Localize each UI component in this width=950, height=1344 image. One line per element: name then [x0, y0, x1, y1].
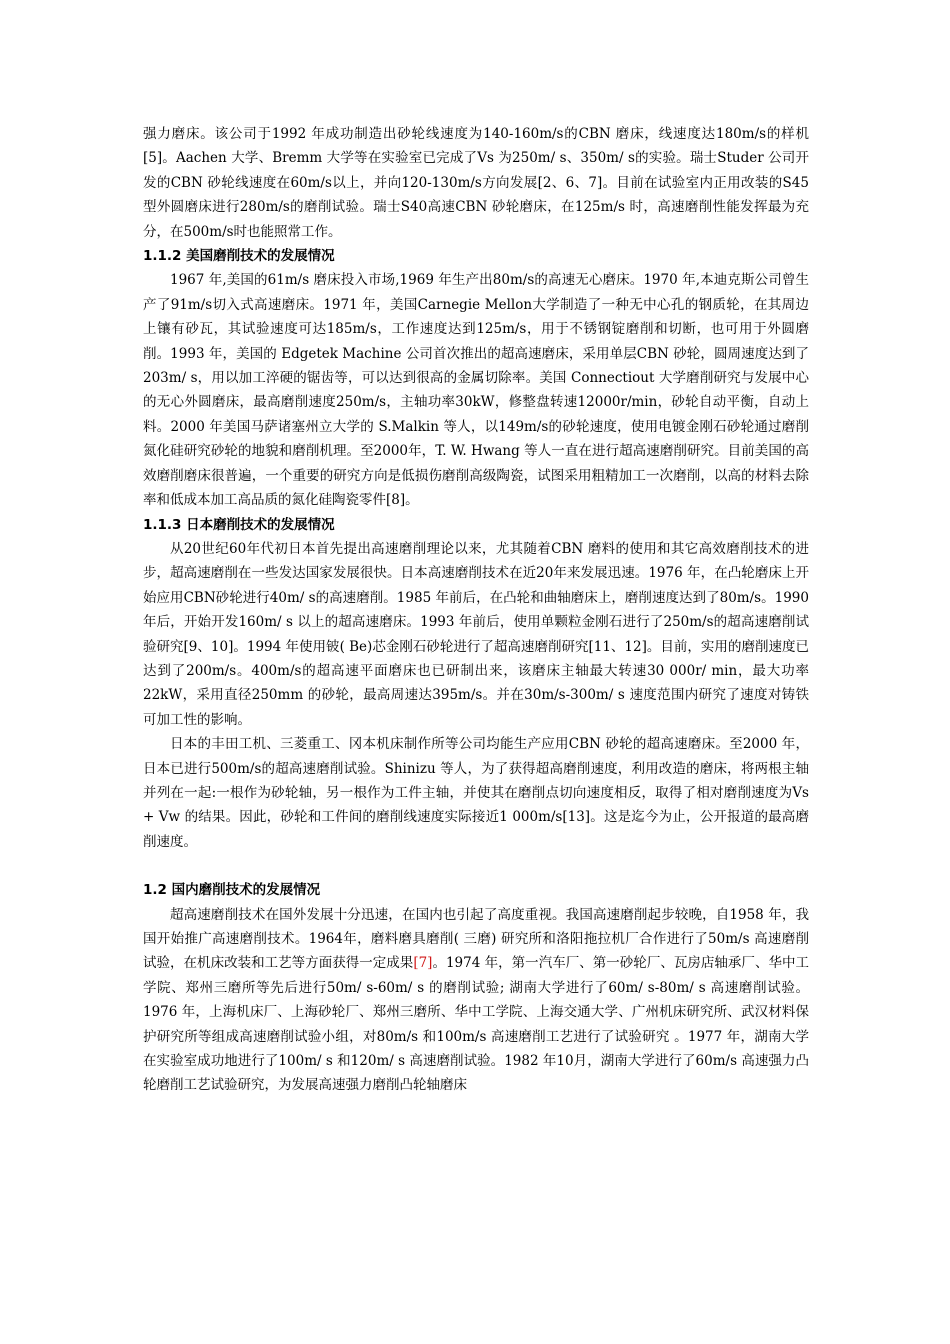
paragraph-china-part-a: 超高速磨削技术在国外发展十分迅速，在国内也引起了高度重视。我国高速磨削起步较晚，自1958 年，我国开始推广高速磨削技术。1964年，磨料磨具磨削( 三磨) 研究所和洛阳拖拉机厂合作进行了50m/s 高速磨削试验，在机床改装和工艺等方面获得一定成果: [143, 906, 809, 972]
section-heading-1-1-3: 1.1.3 日本磨削技术的发展情况: [143, 516, 335, 533]
body-text: [143, 122, 809, 1098]
paragraph-intro: 强力磨床。该公司于1992 年成功制造出砂轮线速度为140-160m/s的CBN 磨床，线速度达180m/s的样机[5]。Aachen 大学、Bremm 大学等在实验室已完成了Vs 为250m/ s、350m/ s的实验。瑞士Studer 公司开发的CBN 砂轮线速度在60m/s以上，并向120-130m/s方向发展[2、6、7]。目前在试验室内正用改装的S45型外圆磨床进行280m/s的磨削试验。瑞士S40高速CBN 砂轮磨床，在125m/s 时，高速磨削性能发挥最为充分，在500m/s时也能照常工作。: [143, 126, 809, 240]
section-heading-1-1-2: 1.1.2 美国磨削技术的发展情况: [143, 248, 335, 265]
paragraph-us: 1967 年,美国的61m/s 磨床投入市场,1969 年生产出80m/s的高速无心磨床。1970 年,本迪克斯公司曾生产了91m/s切入式高速磨床。1971 年，美国Carnegie Mellon大学制造了一种无中心孔的钢质轮，在其周边上镶有砂瓦，其试验速度可达185m/s，工作速度达到125m/s，用于不锈钢锭磨削和切断，也可用于外圆磨削。1993 年，美国的 Edgetek Machine 公司首次推出的超高速磨床，采用单层CBN 砂轮，圆周速度达到了203m/ s，用以加工淬硬的锯齿等，可以达到很高的金属切除率。美国 Connectiout 大学磨削研究与发展中心的无心外圆磨床，最高磨削速度250m/s，主轴功率30kW，修整盘转速12000r/min，砂轮自动平衡，自动上料。2000 年美国马萨诸塞州立大学的 S.Malkin 等人，以149m/s的砂轮速度，使用电镀金刚石砂轮通过磨削氮化硅研究砂轮的地貌和磨削机理。至2000年，T. W. Hwang 等人一直在进行超高速磨削研究。目前美国的高效磨削磨床很普遍，一个重要的研究方向是低损伤磨削高级陶瓷，试图采用粗精加工一次磨削，以高的材料去除率和低成本加工高品质的氮化硅陶瓷零件[8]。: [143, 272, 809, 509]
reference-link[interactable]: [7]: [413, 955, 433, 972]
paragraph-japan-2: 日本的丰田工机、三菱重工、冈本机床制作所等公司均能生产应用CBN 砂轮的超高速磨床。至2000 年，日本已进行500m/s的超高速磨削试验。Shinizu 等人，为了获得超高磨削速度，利用改造的磨床，将两根主轴并列在一起:一根作为砂轮轴，另一根作为工件主轴，并使其在磨削点切向速度相反，取得了相对磨削速度为Vs + Vw 的结果。因此，砂轮和工件间的磨削线速度实际接近1 000m/s[13]。这是迄今为止，公开报道的最高磨削速度。: [143, 736, 809, 850]
paragraph-japan-1: 从20世纪60年代初日本首先提出高速磨削理论以来，尤其随着CBN 磨料的使用和其它高效磨削技术的进步，超高速磨削在一些发达国家发展很快。日本高速磨削技术在近20年来发展迅速。1976 年，在凸轮磨床上开始应用CBN砂轮进行40m/ s的高速磨削。1985 年前后，在凸轮和曲轴磨床上，磨削速度达到了80m/s。1990 年后，开始开发160m/ s 以上的超高速磨床。1993 年前后，使用单颗粒金刚石进行了250m/s的超高速磨削试验研究[9、10]。1994 年使用铍( Be)芯金刚石砂轮进行了超高速磨削研究[11、12]。目前，实用的磨削速度已达到了200m/s。400m/s的超高速平面磨床也已研制出来，该磨床主轴最大转速30 000r/ min，最大功率22kW，采用直径250mm 的砂轮，最高周速达395m/s。并在30m/s-300m/ s 速度范围内研究了速度对铸铁可加工性的影响。: [143, 540, 809, 728]
section-heading-1-2: 1.2 国内磨削技术的发展情况: [143, 882, 321, 899]
section-spacer: [143, 854, 809, 878]
paragraph-china: [143, 903, 809, 1098]
paragraph-china-part-b: 。1974 年，第一汽车厂、第一砂轮厂、瓦房店轴承厂、华中工学院、郑州三磨所等先后进行50m/ s-60m/ s 的磨削试验; 湖南大学进行了60m/ s-80m/ s 高速磨削试验。1976 年，上海机床厂、上海砂轮厂、郑州三磨所、华中工学院、上海交通大学、广州机床研究所、武汉材料保护研究所等组成高速磨削试验小组，对80m/s 和100m/s 高速磨削工艺进行了试验研究 。1977 年，湖南大学在实验室成功地进行了100m/ s 和120m/ s 高速磨削试验。1982 年10月，湖南大学进行了60m/s 高速强力凸轮磨削工艺试验研究，为发展高速强力磨削凸轮轴磨床: [143, 955, 809, 1094]
